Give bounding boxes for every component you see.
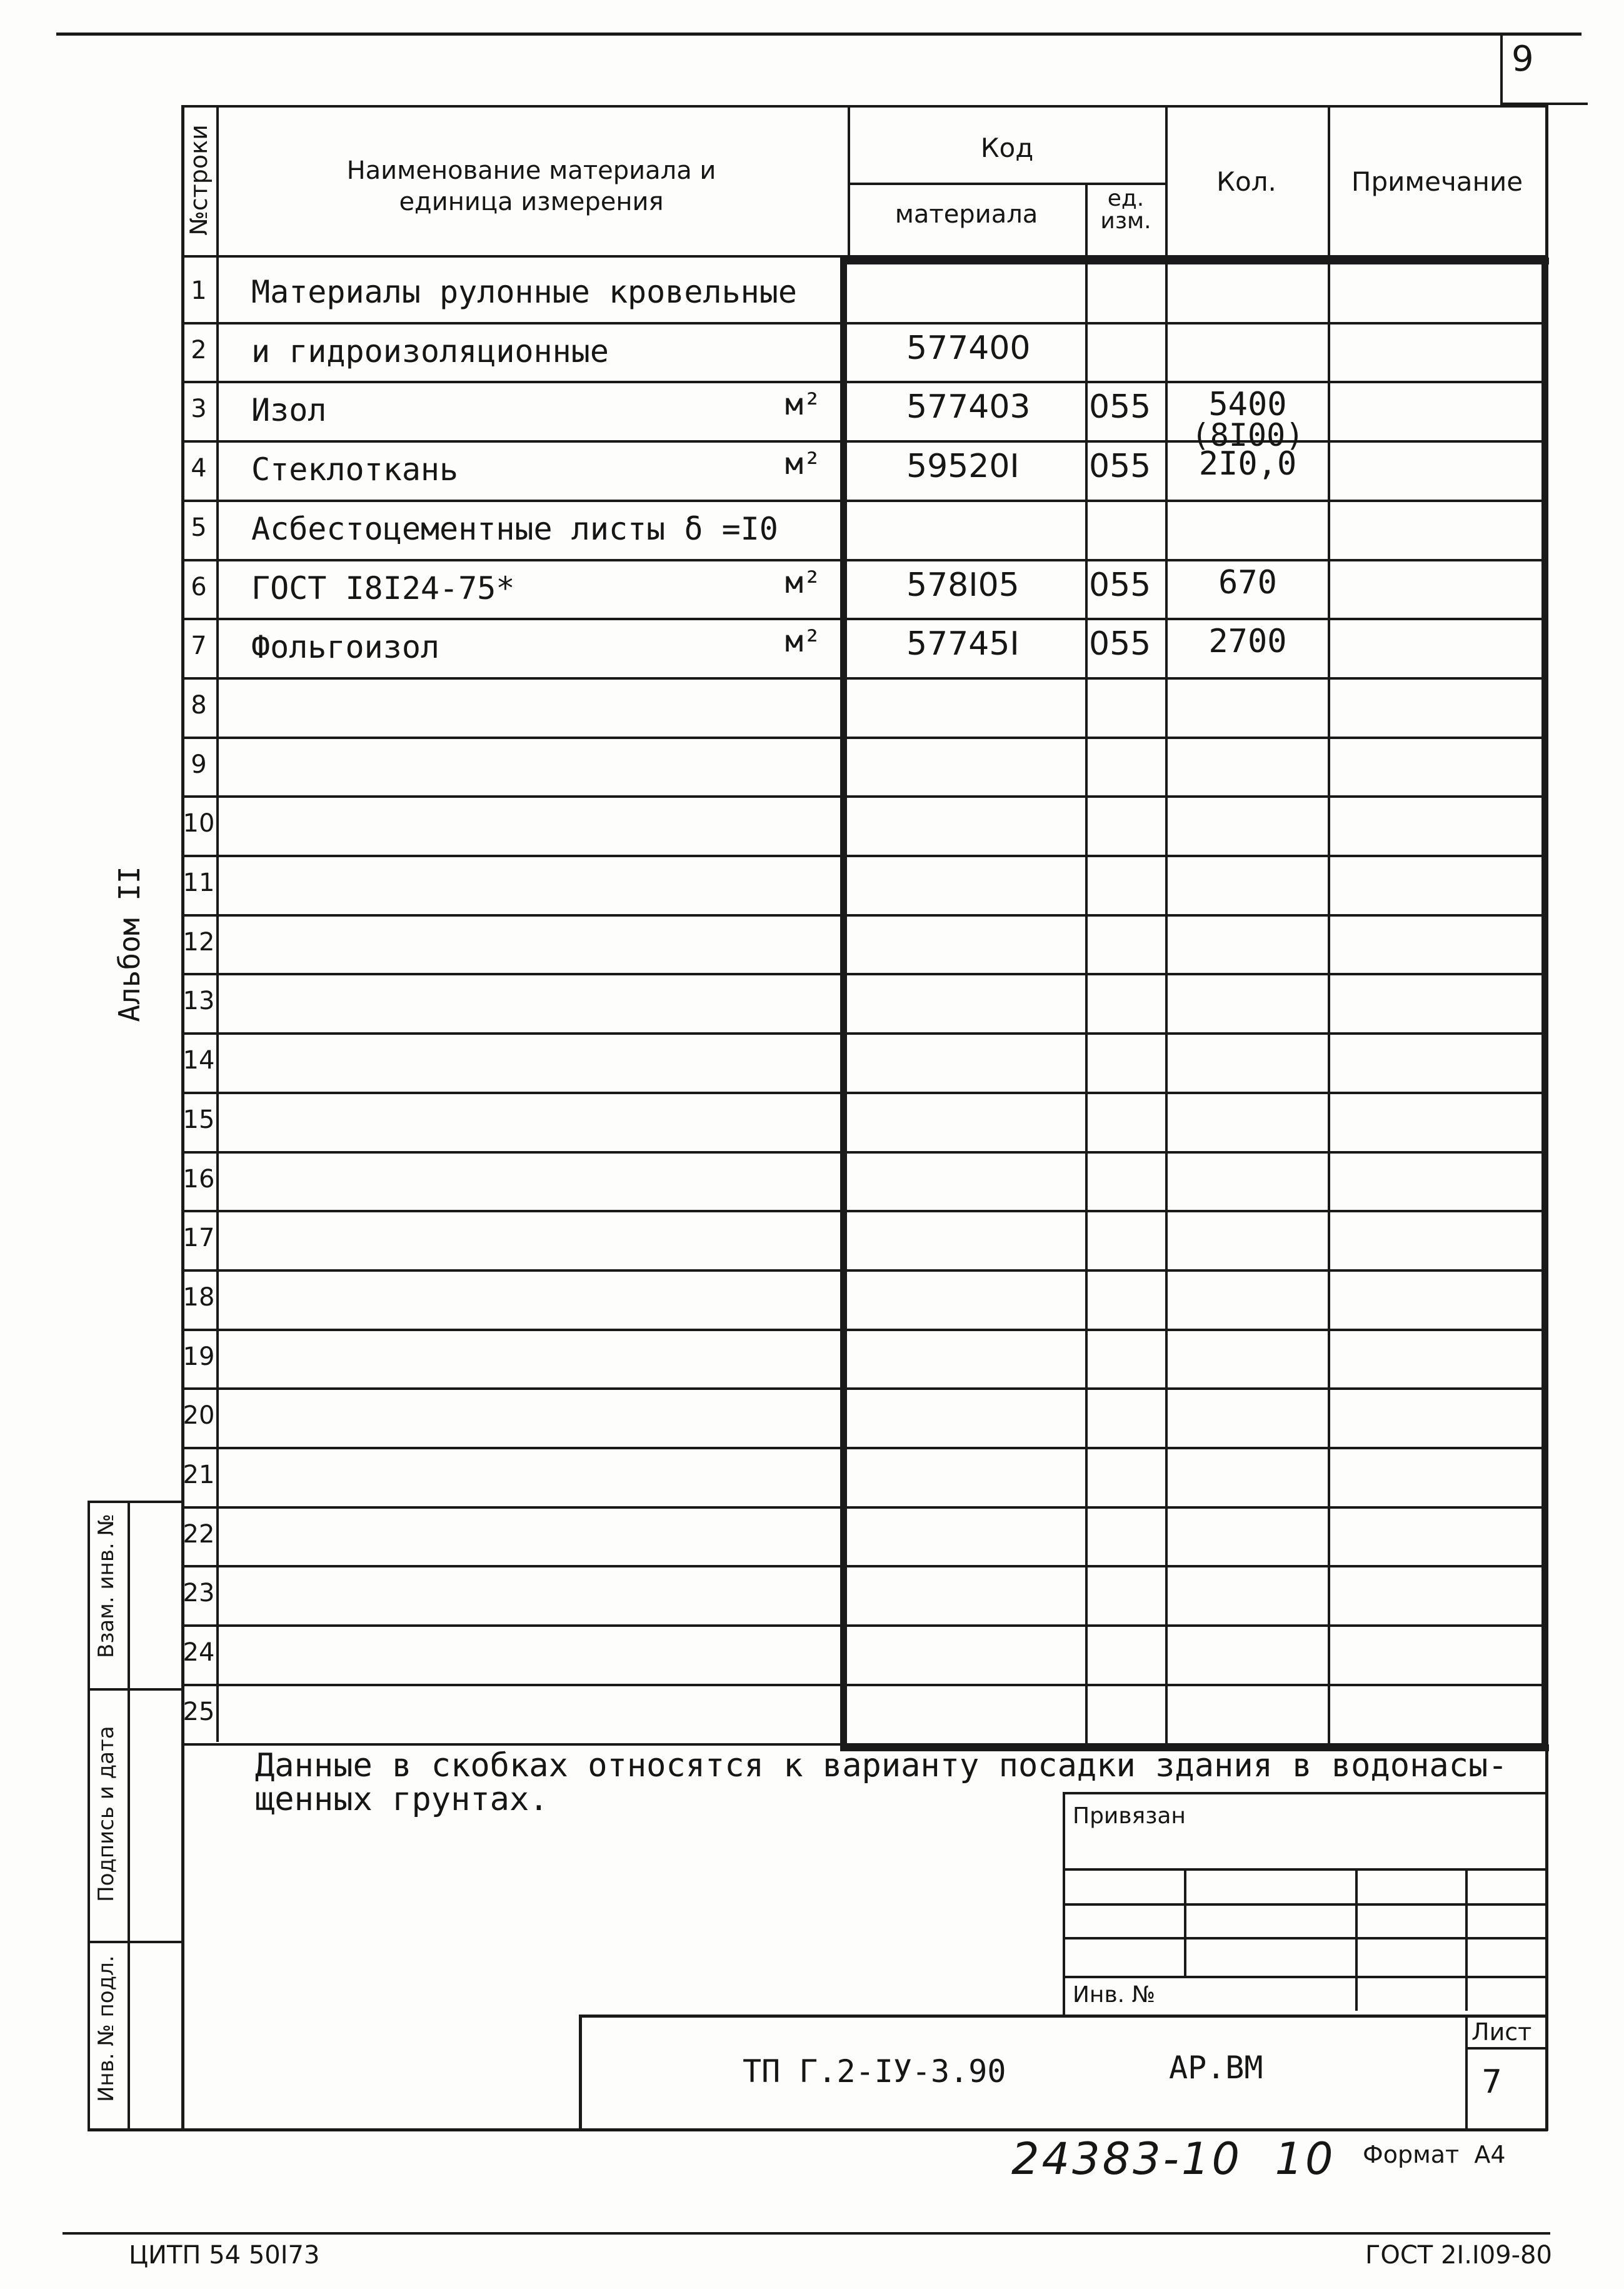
body-col-qty — [1165, 263, 1168, 1746]
bold-block-left — [840, 258, 847, 1751]
header-row-num: №строки — [185, 124, 213, 236]
row-divider — [183, 1684, 1545, 1686]
row-number: 11 — [183, 868, 215, 897]
side-stamp-div1 — [88, 1688, 183, 1691]
row-number: 8 — [191, 691, 207, 720]
body-col-unit — [1085, 263, 1088, 1746]
row-number: 10 — [183, 809, 215, 838]
row-unit-code: 055 — [1089, 566, 1151, 604]
row-number: 15 — [183, 1105, 215, 1134]
bottom-right-label: ГОСТ 2I.I09-80 — [1365, 2241, 1552, 2270]
row-material-name: Материалы рулонные кровельные — [251, 274, 797, 310]
row-number: 21 — [183, 1461, 215, 1489]
row-number: 12 — [183, 928, 215, 957]
header-code: Код — [980, 133, 1034, 163]
row-number: 6 — [191, 573, 207, 601]
row-number: 13 — [183, 987, 215, 1015]
row-material-name: Изол — [251, 392, 327, 428]
row-number: 22 — [183, 1520, 215, 1549]
row-number: 17 — [183, 1224, 215, 1252]
row-number: 4 — [191, 454, 207, 483]
bottom-left-label: ЦИТП 54 50I73 — [129, 2241, 320, 2270]
row-quantity: 5400 — [1208, 386, 1287, 423]
stamp-grid-h1 — [1063, 1868, 1548, 1871]
row-material-name: и гидроизоляционные — [251, 333, 609, 370]
row-material-name: Асбестоцементные листы δ =I0 — [251, 511, 778, 547]
row-unit-code: 055 — [1089, 625, 1151, 663]
row-material-code: 59520I — [906, 448, 1020, 485]
row-quantity: 670 — [1218, 564, 1277, 601]
format-label: Формат А4 — [1363, 2141, 1506, 2168]
row-divider — [183, 1151, 1545, 1154]
row-divider — [183, 914, 1545, 917]
row-divider — [183, 1447, 1545, 1449]
stamp-privyazan: Привязан — [1073, 1803, 1186, 1829]
row-number: 9 — [191, 750, 207, 779]
bold-block-top — [840, 258, 1549, 264]
row-divider — [183, 618, 1545, 620]
header-code-unit: ед. изм. — [1100, 186, 1151, 234]
footnote-line-1: Данные в скобках относятся к варианту посадки здания в водонасы- — [255, 1747, 1508, 1784]
row-quantity: 2700 — [1208, 623, 1287, 660]
bold-block-right — [1541, 258, 1548, 1751]
col-line-unit — [1085, 183, 1088, 255]
stamp-grid-h3 — [1063, 1937, 1548, 1939]
row-material-code: 57745I — [906, 625, 1020, 663]
row-divider — [183, 559, 1545, 561]
row-divider — [183, 1210, 1545, 1212]
row-material-code: 577403 — [906, 388, 1031, 426]
side-stamp-left — [88, 1501, 90, 2131]
sheet-value: 7 — [1481, 2063, 1503, 2101]
side-stamp-bottom — [88, 2128, 1548, 2131]
row-material-code: 577400 — [906, 330, 1031, 367]
footnote-line-2: щенных грунтах. — [255, 1781, 549, 1818]
row-unit-code: 055 — [1089, 388, 1151, 426]
doc-code: ТП Г.2-IУ-3.90 — [743, 2053, 1006, 2090]
row-divider — [183, 1624, 1545, 1627]
header-name: Наименование материала и единица измерения — [346, 156, 716, 216]
side-label-podpis: Подпись и дата — [94, 1726, 119, 1902]
row-divider — [183, 1506, 1545, 1509]
row-divider — [183, 855, 1545, 857]
side-stamp-mid — [128, 1501, 130, 2131]
row-material-name: ГОСТ I8I24-75* — [251, 570, 515, 606]
stamp-grid-v1 — [1184, 1868, 1186, 1976]
row-material-name: Фольгоизол — [251, 629, 440, 665]
side-stamp-top — [88, 1501, 183, 1503]
header-note: Примечание — [1351, 166, 1523, 197]
title-block-sheet-div — [1465, 2015, 1468, 2131]
row-number: 24 — [183, 1638, 215, 1667]
row-divider — [183, 795, 1545, 798]
row-divider — [183, 440, 1545, 443]
header-code-material: материала — [895, 200, 1038, 229]
side-label-inv: Инв. № подл. — [94, 1955, 119, 2102]
row-unit: м² — [785, 446, 821, 481]
row-number: 16 — [183, 1165, 215, 1194]
row-divider — [183, 1387, 1545, 1390]
row-number: 19 — [183, 1342, 215, 1371]
title-block-top — [579, 2015, 1548, 2018]
row-divider — [183, 322, 1545, 324]
row-divider — [183, 737, 1545, 739]
stamp-grid-h2 — [1063, 1903, 1548, 1906]
row-unit: м² — [785, 565, 821, 600]
row-divider — [183, 1269, 1545, 1272]
side-stamp-div2 — [88, 1941, 183, 1943]
side-label-vzam: Взам. инв. № — [94, 1514, 119, 1658]
sheet-label-line — [1465, 2047, 1548, 2050]
top-rule — [56, 33, 1581, 36]
stamp-inv-no: Инв. № — [1073, 1982, 1156, 2008]
stamp-grid-v2 — [1355, 1868, 1358, 2011]
row-number: 14 — [183, 1046, 215, 1075]
row-unit: м² — [785, 387, 821, 422]
row-material-code: 578I05 — [906, 566, 1020, 604]
col-line-name — [848, 105, 850, 255]
row-divider — [183, 500, 1545, 502]
row-number: 5 — [191, 513, 207, 542]
row-divider — [183, 1092, 1545, 1094]
row-quantity-alt: (8I00) — [1191, 417, 1305, 453]
row-divider — [183, 381, 1545, 383]
row-divider — [183, 1743, 1545, 1746]
code-subheader-line — [848, 183, 1166, 185]
row-number: 7 — [191, 631, 207, 660]
bottom-rule — [63, 2232, 1550, 2235]
row-divider — [183, 1565, 1545, 1567]
title-block-left — [579, 2015, 582, 2131]
row-number: 18 — [183, 1283, 215, 1312]
stamp-top — [1063, 1792, 1548, 1794]
row-number: 25 — [183, 1698, 215, 1726]
row-divider — [183, 973, 1545, 975]
row-divider — [183, 1032, 1545, 1035]
row-number: 2 — [191, 336, 207, 365]
row-unit-code: 055 — [1089, 448, 1151, 485]
row-number: 20 — [183, 1401, 215, 1430]
table-top-border — [181, 105, 1548, 108]
row-number: 3 — [191, 395, 207, 423]
row-number: 1 — [191, 276, 207, 305]
row-divider — [183, 677, 1545, 680]
body-col-note — [1328, 263, 1330, 1746]
handwritten-archive-number: 24383-10 10 — [1011, 2133, 1336, 2185]
doc-mark: АР.ВМ — [1169, 2050, 1263, 2086]
row-divider — [183, 1329, 1545, 1331]
album-label: Альбом II — [113, 866, 146, 1022]
page-number: 9 — [1511, 39, 1534, 79]
row-quantity: 2I0,0 — [1198, 445, 1297, 483]
sheet-label: Лист — [1471, 2018, 1532, 2046]
stamp-grid-v3 — [1465, 1868, 1468, 2011]
row-unit: м² — [785, 624, 821, 659]
header-qty: Кол. — [1216, 166, 1276, 197]
row-number: 23 — [183, 1579, 215, 1607]
row-material-name: Стеклоткань — [251, 451, 459, 488]
page-number-divider — [1500, 33, 1503, 103]
stamp-grid-h4 — [1063, 1976, 1548, 1978]
